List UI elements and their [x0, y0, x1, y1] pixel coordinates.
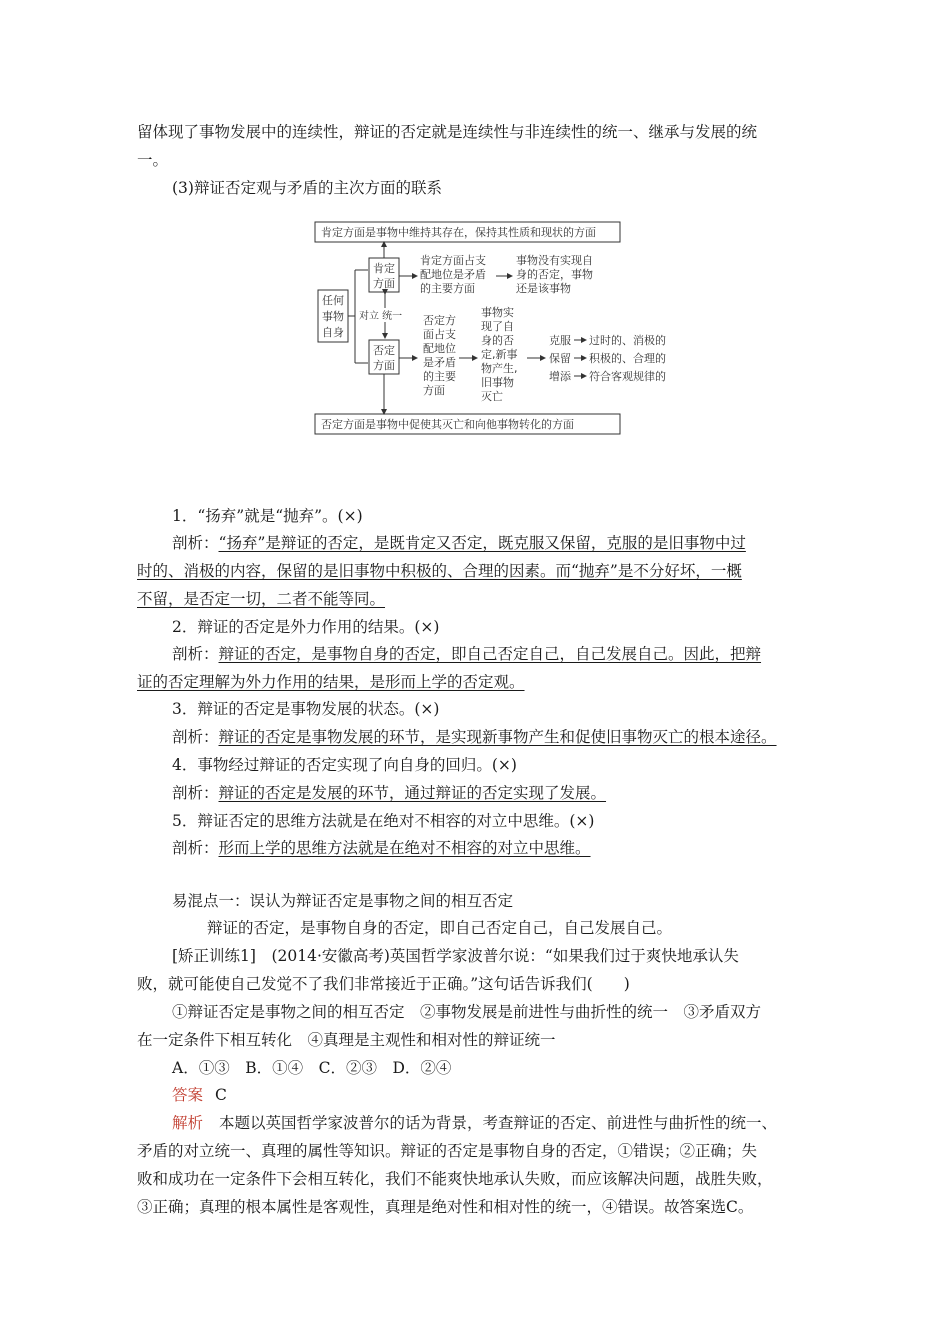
- judgment-2-analysis-line-1: [172, 643, 761, 665]
- exercise-statements-line-2: 在一定条件下相互转化 ④真理是主观性和相对性的辩证统一: [137, 1031, 556, 1049]
- confusion-text: 辩证的否定，是事物自身的否定，即自己否定自己，自己发展自己。: [207, 919, 673, 937]
- action-target-3: 符合客观规律的: [589, 370, 666, 383]
- exercise-explanation-line-4: ③正确；真理的根本属性是客观性，真理是绝对性和相对性的统一，④错误。故答案选C。: [137, 1198, 754, 1216]
- left-box-line-2: 事物: [322, 310, 344, 323]
- action-target-2: 积极的、合理的: [589, 352, 666, 365]
- negate-desc-3: 配地位: [423, 342, 456, 355]
- negate-result-2: 现了自: [481, 320, 514, 333]
- intro-line-1: 留体现了事物发展中的连续性，辩证的否定就是连续性与非连续性的统一、继承与发展的统: [137, 123, 758, 141]
- analysis-label: 剖析：: [172, 645, 219, 663]
- affirm-desc-3: 的主要方面: [420, 282, 475, 295]
- action-1: 克服: [549, 334, 571, 347]
- action-target-1: 过时的、消极的: [589, 334, 666, 347]
- analysis-label: 剖析：: [172, 534, 219, 552]
- judgment-4: 4．事物经过辩证的否定实现了向自身的回归。(×): [172, 756, 517, 774]
- exercise-explanation-line-1: [172, 1112, 777, 1134]
- judgment-3: 3．辩证的否定是事物发展的状态。(×): [172, 700, 440, 718]
- negate-result-6: 旧事物: [481, 376, 514, 389]
- exercise-options: A．①③ B．①④ C．②③ D．②④: [172, 1059, 452, 1077]
- negate-result-3: 身的否: [481, 334, 514, 347]
- judgment-1-analysis-line-3: 不留，是否定一切，二者不能等同。: [137, 590, 386, 608]
- negate-box-line-2: 方面: [373, 359, 395, 372]
- answer-label: 答案: [172, 1086, 204, 1104]
- judgment-4-analysis-line-1: [172, 782, 606, 804]
- exercise-explanation-line-2: 矛盾的对立统一、真理的属性等知识。辩证的否定是事物自身的否定，①错误；②正确；失: [137, 1142, 758, 1160]
- intro-line-2: 一。: [137, 151, 169, 169]
- negate-desc-2: 面占支: [423, 328, 456, 341]
- judgment-1-analysis-line-1: [172, 532, 746, 554]
- negate-result-1: 事物实: [481, 306, 514, 319]
- left-box-line-1: 任何: [322, 294, 344, 307]
- analysis-text: 辩证的否定是事物发展的环节，是实现新事物产生和促使旧事物灭亡的根本途径。: [218, 728, 777, 746]
- exercise-explanation-line-3: 败和成功在一定条件下会相互转化，我们不能爽快地承认失败，而应该解决问题，战胜失败，: [137, 1170, 773, 1188]
- negate-result-5: 物产生,: [481, 362, 518, 375]
- judgment-1: 1．“扬弃”就是“抛弃”。(×): [172, 507, 363, 525]
- left-box-line-3: 自身: [322, 326, 344, 339]
- analysis-label: 剖析：: [172, 839, 219, 857]
- exercise-question-line-1: [矫正训练1] (2014·安徽高考)英国哲学家波普尔说：“如果我们过于爽快地承认失: [172, 947, 739, 965]
- analysis-label: 剖析：: [172, 784, 219, 802]
- exercise-answer: [172, 1084, 227, 1106]
- analysis-label: 剖析：: [172, 728, 219, 746]
- explanation-text: 本题以英国哲学家波普尔的话为背景，考查辩证的否定、前进性与曲折性的统一、: [219, 1114, 778, 1132]
- relation-label: 对立 统一: [359, 311, 403, 322]
- judgment-2: 2．辩证的否定是外力作用的结果。(×): [172, 618, 440, 636]
- explanation-label: 解析: [172, 1114, 204, 1132]
- affirm-desc-1: 肯定方面占支: [420, 254, 486, 267]
- judgment-1-analysis-line-2: 时的、消极的内容，保留的是旧事物中积极的、合理的因素。而“抛弃”是不分好坏，一概: [137, 562, 742, 580]
- affirm-desc-2: 配地位是矛盾: [420, 268, 486, 281]
- judgment-3-analysis-line-1: [172, 726, 777, 748]
- judgment-5: 5．辩证否定的思维方法就是在绝对不相容的对立中思维。(×): [172, 812, 595, 830]
- section-heading: (3)辩证否定观与矛盾的主次方面的联系: [172, 179, 442, 197]
- action-2: 保留: [549, 352, 571, 365]
- negate-result-4: 定,新事: [481, 348, 518, 361]
- affirm-result-2: 身的否定，事物: [516, 268, 593, 281]
- affirm-result-3: 还是该事物: [516, 282, 571, 295]
- exercise-question-line-2: 败，就可能使自己发觉不了我们非常接近于正确。”这句话告诉我们( ): [137, 975, 630, 993]
- affirm-result-1: 事物没有实现自: [516, 254, 593, 267]
- negate-desc-6: 方面: [423, 384, 445, 397]
- exercise-statements-line-1: ①辩证否定是事物之间的相互否定 ②事物发展是前进性与曲折性的统一 ③矛盾双方: [172, 1003, 762, 1021]
- affirm-box-line-2: 方面: [373, 277, 395, 290]
- analysis-text: 辩证的否定是发展的环节，通过辩证的否定实现了发展。: [218, 784, 607, 802]
- analysis-text: 辩证的否定，是事物自身的否定，即自己否定自己，自己发展自己。因此，把辩: [218, 645, 762, 663]
- bottom-box-text: 否定方面是事物中促使其灭亡和向他事物转化的方面: [321, 418, 574, 431]
- affirm-box-line-1: 肯定: [373, 262, 395, 275]
- negate-box-line-1: 否定: [373, 344, 395, 357]
- analysis-text: “扬弃”是辩证的否定，是既肯定又否定，既克服又保留，克服的是旧事物中过: [218, 534, 746, 552]
- top-box-text: 肯定方面是事物中维持其存在，保持其性质和现状的方面: [321, 226, 596, 239]
- negate-desc-5: 的主要: [423, 370, 456, 383]
- negate-desc-4: 是矛盾: [423, 356, 456, 369]
- negate-result-7: 灭亡: [481, 390, 503, 403]
- judgment-5-analysis-line-1: [172, 837, 591, 859]
- negate-desc-1: 否定方: [423, 314, 456, 327]
- dialectical-negation-diagram: [313, 218, 683, 438]
- action-3: 增添: [549, 370, 571, 383]
- judgment-2-analysis-line-2: 证的否定理解为外力作用的结果，是形而上学的否定观。: [137, 673, 525, 691]
- analysis-text: 形而上学的思维方法就是在绝对不相容的对立中思维。: [218, 839, 591, 857]
- answer-value: C: [215, 1086, 227, 1104]
- confusion-title: 易混点一：误认为辩证否定是事物之间的相互否定: [172, 892, 514, 910]
